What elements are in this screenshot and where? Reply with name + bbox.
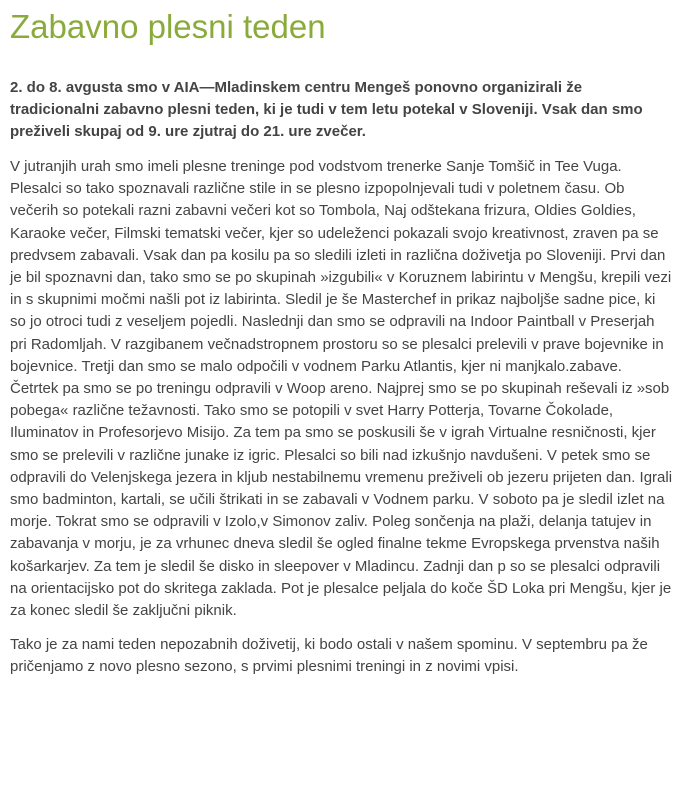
article-paragraph-closing: Tako je za nami teden nepozabnih doživetij, ki bodo ostali v našem spominu. V septembru pa že pričenjamo z novo plesno sezono, s prvimi plesnimi treningi in z novimi vpisi. [10,636,648,676]
article-paragraph-main: V jutranjih urah smo imeli plesne treninge pod vodstvom trenerke Sanje Tomšič in Tee Vuga. Plesalci so tako spoznavali različne stile in se plesno izpopolnjevali tudi v poletnem času. Ob večerih so potekali razni zabavni večeri kot so Tombola, Naj odštekana frizura, Oldies Goldies, Karaoke večer, Filmski tematski večer, kjer so udeleženci pokazali svojo kreativnost, zraven pa se predvsem zabavali. Vsak dan pa kosilu pa so sledili izleti in različna doživetja po Sloveniji. Prvi dan je bil spoznavni dan, tako smo se po skupinah »izgubili« v Koruznem labirintu v Mengšu, krepili vezi in s skupnimi močmi našli pot iz labirinta. Sledil je še Masterchef in prikaz najboljše sadne pice, ki so jo otroci tudi z veseljem pojedli. Naslednji dan smo se odpravili na Indoor Paintball v Preserjah pri Radomljah. V razgibanem večnadstropnem prostoru so se plesalci prelevili v prave bojevnike in bojevnice. Tretji dan smo se malo odpočili v vodnem Parku Atlantis, kjer ni manjkalo.zabave. Četrtek pa smo se po treningu odpravili v Woop areno. Najprej smo se po skupinah reševali iz »sob pobega« različne težavnosti. Tako smo se potopili v svet Harry Potterja, Tovarne Čokolade, Iluminatov in Profesorjevo Misijo. Za tem pa smo se poskusili še v igrah Virtualne resničnosti, kjer smo se prelevili v različne junake iz igric. Plesalci so bili nad izkušnjo navdušeni. V petek smo se odpravili do Velenjskega jezera in kljub nestabilnemu vremenu preživeli ob jezeru prijeten dan. Igrali smo badminton, kartali, se učili štrikati in se zabavali v Vodnem parku. V soboto pa je sledil izlet na morje. Tokrat smo se odpravili v Izolo,v Simonov zaliv. Poleg sončenja na plaži, delanja tatujev in zabavanja v morju, je za vrhunec dneva sledil še ogled finalne tekme Evropskega prvenstva naših košarkarjev. Za tem je sledil še disko in sleepover v Mladincu. Zadnji dan p so se plesalci odpravili na orientacijsko pot do skritega zaklada. Pot je plesalce peljala do koče ŠD Loka pri Mengšu, kjer je za konec sledil še zaključni piknik. [10,158,673,620]
article-lead: 2. do 8. avgusta smo v AIA—Mladinskem centru Mengeš ponovno organizirali že tradicionalni zabavno plesni teden, ki je tudi v tem letu potekal v Sloveniji. Vsak dan smo preživeli skupaj od 9. ure zjutraj do 21. ure zvečer. [10,79,643,140]
page-title: Zabavno plesni teden [10,8,326,45]
